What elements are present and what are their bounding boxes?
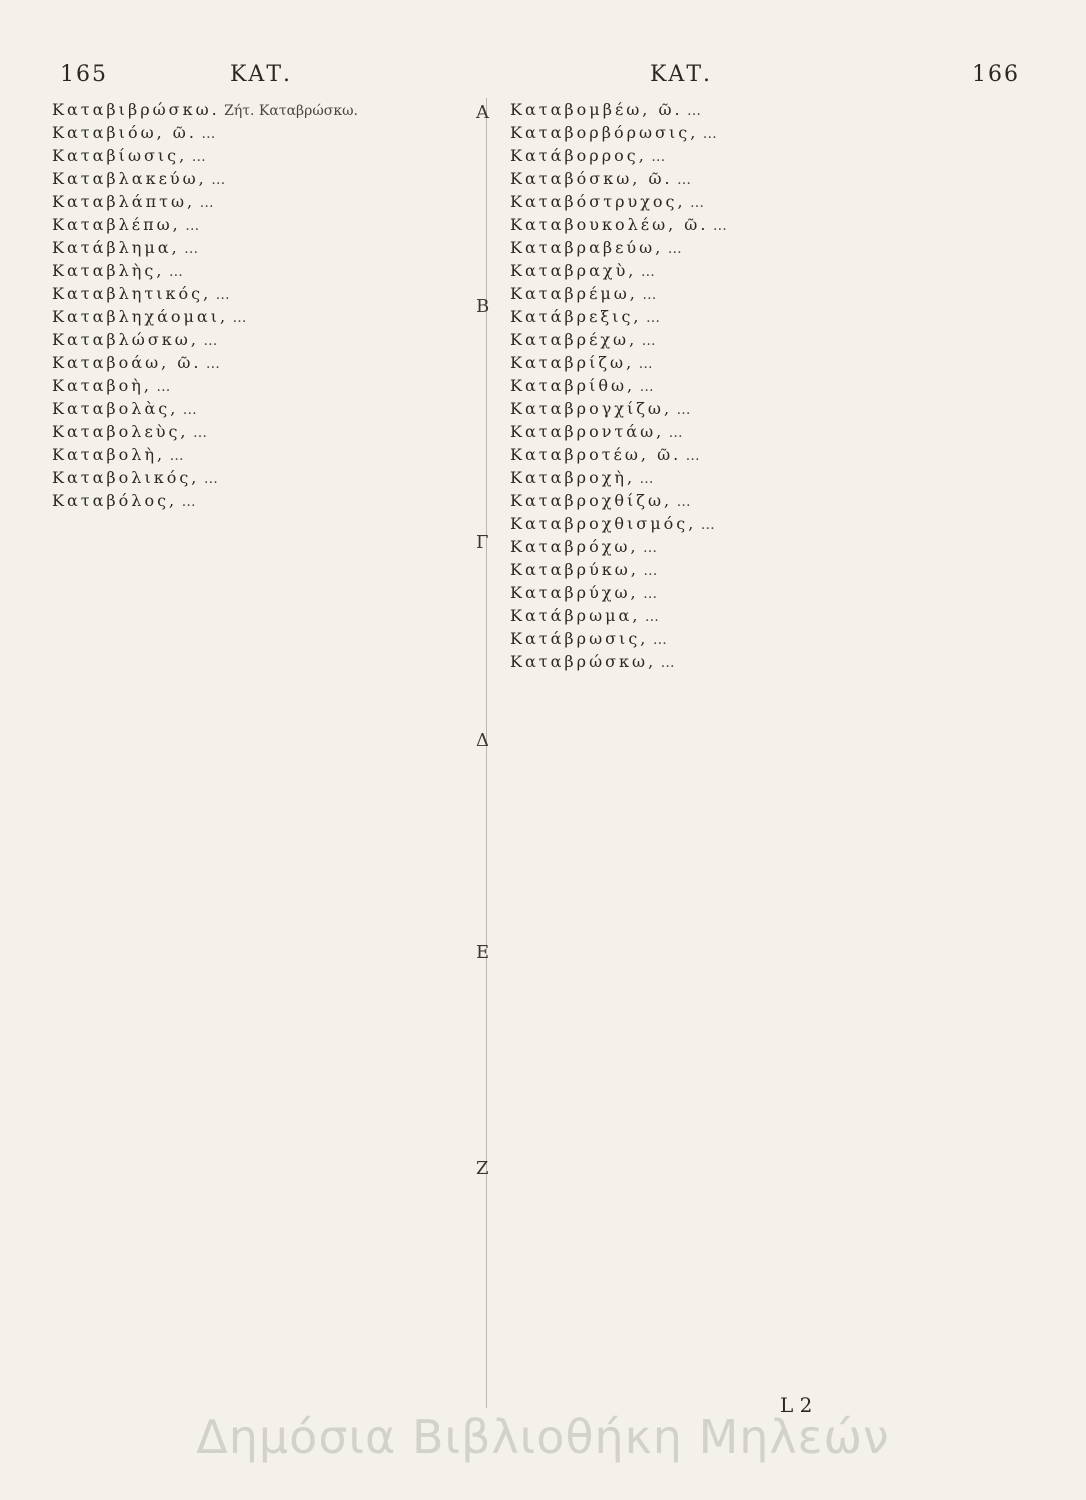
entry-lemma: Καταβρέμω,: [510, 284, 638, 303]
entry-lemma: Καταβροχθίζω,: [510, 491, 673, 510]
entry-lemma: Καταβρέχω,: [510, 330, 638, 349]
entry-gloss: …: [184, 241, 199, 257]
dictionary-entry: [52, 123, 482, 144]
entry-gloss: …: [667, 241, 682, 257]
entry-lemma: Καταβολὴ,: [52, 445, 166, 464]
entry-lemma: Καταβομβέω, ῶ.: [510, 100, 683, 119]
dictionary-entry: [52, 192, 482, 213]
entry-lemma: Κατάβορρος,: [510, 146, 647, 165]
entry-gloss: …: [211, 172, 226, 188]
entry-gloss: …: [192, 425, 207, 441]
dictionary-entry: [52, 100, 482, 121]
entry-lemma: Καταβροχὴ,: [510, 468, 636, 487]
entry-lemma: Καταβρίθω,: [510, 376, 636, 395]
page-number-right: 166: [972, 62, 1020, 87]
running-header: [60, 62, 1020, 98]
entry-gloss: …: [645, 310, 660, 326]
dictionary-entry: [510, 353, 970, 374]
entry-lemma: Κατάβρωμα,: [510, 606, 641, 625]
entry-lemma: Καταβλητικός,: [52, 284, 212, 303]
dictionary-entry: [510, 560, 970, 581]
entry-gloss: …: [201, 126, 216, 142]
dictionary-entry: [52, 422, 482, 443]
entry-lemma: Καταβραβεύω,: [510, 238, 664, 257]
entry-gloss: …: [668, 425, 683, 441]
dictionary-entry: [52, 169, 482, 190]
entry-lemma: Καταβρόχω,: [510, 537, 639, 556]
entry-lemma: Καταβολικός,: [52, 468, 200, 487]
entry-lemma: Καταβλὴς,: [52, 261, 165, 280]
dictionary-entry: [510, 146, 970, 167]
dictionary-entry: [510, 606, 970, 627]
dictionary-entry: [52, 399, 482, 420]
dictionary-entry: [510, 422, 970, 443]
dictionary-entry: [510, 629, 970, 650]
entry-gloss: …: [232, 310, 247, 326]
dictionary-entry: [510, 169, 970, 190]
entry-lemma: Καταβόστρυχος,: [510, 192, 686, 211]
dictionary-entry: [510, 376, 970, 397]
entry-gloss: …: [712, 218, 727, 234]
entry-lemma: Κατάβρεξις,: [510, 307, 642, 326]
dictionary-entry: [510, 399, 970, 420]
entry-lemma: Καταβρογχίζω,: [510, 399, 673, 418]
library-watermark: Δημόσια Βιβλιοθήκη Μηλεών: [196, 1410, 890, 1464]
margin-letter: Γ: [476, 532, 489, 553]
entry-gloss: …: [169, 448, 184, 464]
dictionary-entry: [52, 284, 482, 305]
right-column: [510, 100, 970, 675]
entry-lemma: Καταβιόω, ῶ.: [52, 123, 197, 142]
dictionary-entry: [510, 330, 970, 351]
entry-gloss: …: [651, 149, 666, 165]
entry-lemma: Κατάβλημα,: [52, 238, 180, 257]
entry-lemma: Καταβοάω, ῶ.: [52, 353, 202, 372]
margin-letter: Δ: [476, 730, 489, 751]
entry-lemma: Καταβληχάομαι,: [52, 307, 229, 326]
entry-lemma: Καταβρίζω,: [510, 353, 635, 372]
dictionary-entry: [52, 491, 482, 512]
running-head-left: ΚΑΤ.: [230, 62, 292, 87]
entry-lemma: Καταβολὰς,: [52, 399, 179, 418]
entry-gloss: …: [638, 356, 653, 372]
dictionary-entry: [510, 514, 970, 535]
entry-gloss: …: [643, 586, 658, 602]
running-head-right: ΚΑΤ.: [650, 62, 712, 87]
dictionary-entry: [510, 307, 970, 328]
entry-lemma: Καταβροτέω, ῶ.: [510, 445, 682, 464]
entry-gloss: …: [677, 172, 692, 188]
entry-gloss: …: [640, 264, 655, 280]
entry-lemma: Καταβίωσις,: [52, 146, 188, 165]
dictionary-entry: [52, 330, 482, 351]
entry-lemma: Καταβλάπτω,: [52, 192, 196, 211]
dictionary-entry: [510, 537, 970, 558]
dictionary-entry: [510, 652, 970, 673]
entry-gloss: …: [191, 149, 206, 165]
signature-mark: L 2: [780, 1393, 813, 1417]
entry-gloss: …: [700, 517, 715, 533]
dictionary-entry: [510, 583, 970, 604]
entry-gloss: …: [702, 126, 717, 142]
entry-gloss: …: [642, 540, 657, 556]
entry-lemma: Καταβλώσκω,: [52, 330, 199, 349]
dictionary-entry: [510, 215, 970, 236]
page-number-left: 165: [60, 62, 108, 87]
dictionary-entry: [52, 307, 482, 328]
entry-lemma: Κατάβρωσις,: [510, 629, 649, 648]
entry-gloss: …: [687, 103, 702, 119]
dictionary-entry: [510, 192, 970, 213]
dictionary-entry: [510, 445, 970, 466]
entry-gloss: …: [182, 402, 197, 418]
dictionary-entry: [510, 238, 970, 259]
entry-lemma: Καταβολεὺς,: [52, 422, 189, 441]
entry-lemma: Καταβρώσκω,: [510, 652, 657, 671]
entry-lemma: Καταβιβρώσκω.: [52, 100, 220, 119]
entry-gloss: …: [181, 494, 196, 510]
entry-gloss: …: [168, 264, 183, 280]
entry-lemma: Καταβουκολέω, ῶ.: [510, 215, 709, 234]
left-column: [52, 100, 482, 514]
dictionary-entry: [52, 376, 482, 397]
entry-gloss: …: [643, 563, 658, 579]
entry-gloss: …: [644, 609, 659, 625]
entry-gloss: …: [185, 218, 200, 234]
entry-lemma: Καταβορβόρωσις,: [510, 123, 699, 142]
entry-gloss: …: [203, 471, 218, 487]
dictionary-entry: [52, 215, 482, 236]
entry-gloss: …: [639, 379, 654, 395]
entry-lemma: Καταβλέπω,: [52, 215, 181, 234]
entry-gloss: …: [685, 448, 700, 464]
dictionary-entry: [52, 238, 482, 259]
margin-letter: Ε: [476, 942, 490, 963]
entry-gloss: …: [205, 356, 220, 372]
dictionary-entry: [510, 491, 970, 512]
entry-lemma: Καταβραχὺ,: [510, 261, 637, 280]
dictionary-entry: [510, 284, 970, 305]
entry-gloss: …: [203, 333, 218, 349]
entry-gloss: …: [676, 494, 691, 510]
dictionary-entry: [52, 146, 482, 167]
entry-lemma: Καταβροντάω,: [510, 422, 665, 441]
margin-letter: Ζ: [476, 1158, 489, 1179]
entry-gloss: …: [641, 333, 656, 349]
dictionary-entry: [52, 468, 482, 489]
entry-gloss: Ζήτ. Καταβρώσκω.: [224, 103, 358, 119]
entry-lemma: Καταβροχθισμός,: [510, 514, 697, 533]
entry-gloss: …: [690, 195, 705, 211]
margin-letter: Β: [476, 296, 490, 317]
entry-lemma: Καταβλακεύω,: [52, 169, 207, 188]
dictionary-entry: [52, 261, 482, 282]
dictionary-entry: [52, 353, 482, 374]
dictionary-entry: [510, 123, 970, 144]
dictionary-entry: [52, 445, 482, 466]
entry-gloss: …: [642, 287, 657, 303]
entry-lemma: Καταβρύκω,: [510, 560, 639, 579]
entry-gloss: …: [676, 402, 691, 418]
entry-gloss: …: [652, 632, 667, 648]
entry-lemma: Καταβοὴ,: [52, 376, 152, 395]
entry-gloss: …: [215, 287, 230, 303]
margin-letter: Α: [476, 102, 489, 123]
dictionary-entry: [510, 468, 970, 489]
entry-lemma: Καταβρύχω,: [510, 583, 639, 602]
dictionary-entry: [510, 261, 970, 282]
entry-gloss: …: [639, 471, 654, 487]
entry-lemma: Καταβόσκω, ῶ.: [510, 169, 673, 188]
dictionary-entry: [510, 100, 970, 121]
entry-lemma: Καταβόλος,: [52, 491, 178, 510]
entry-gloss: …: [156, 379, 171, 395]
entry-gloss: …: [199, 195, 214, 211]
entry-gloss: …: [660, 655, 675, 671]
